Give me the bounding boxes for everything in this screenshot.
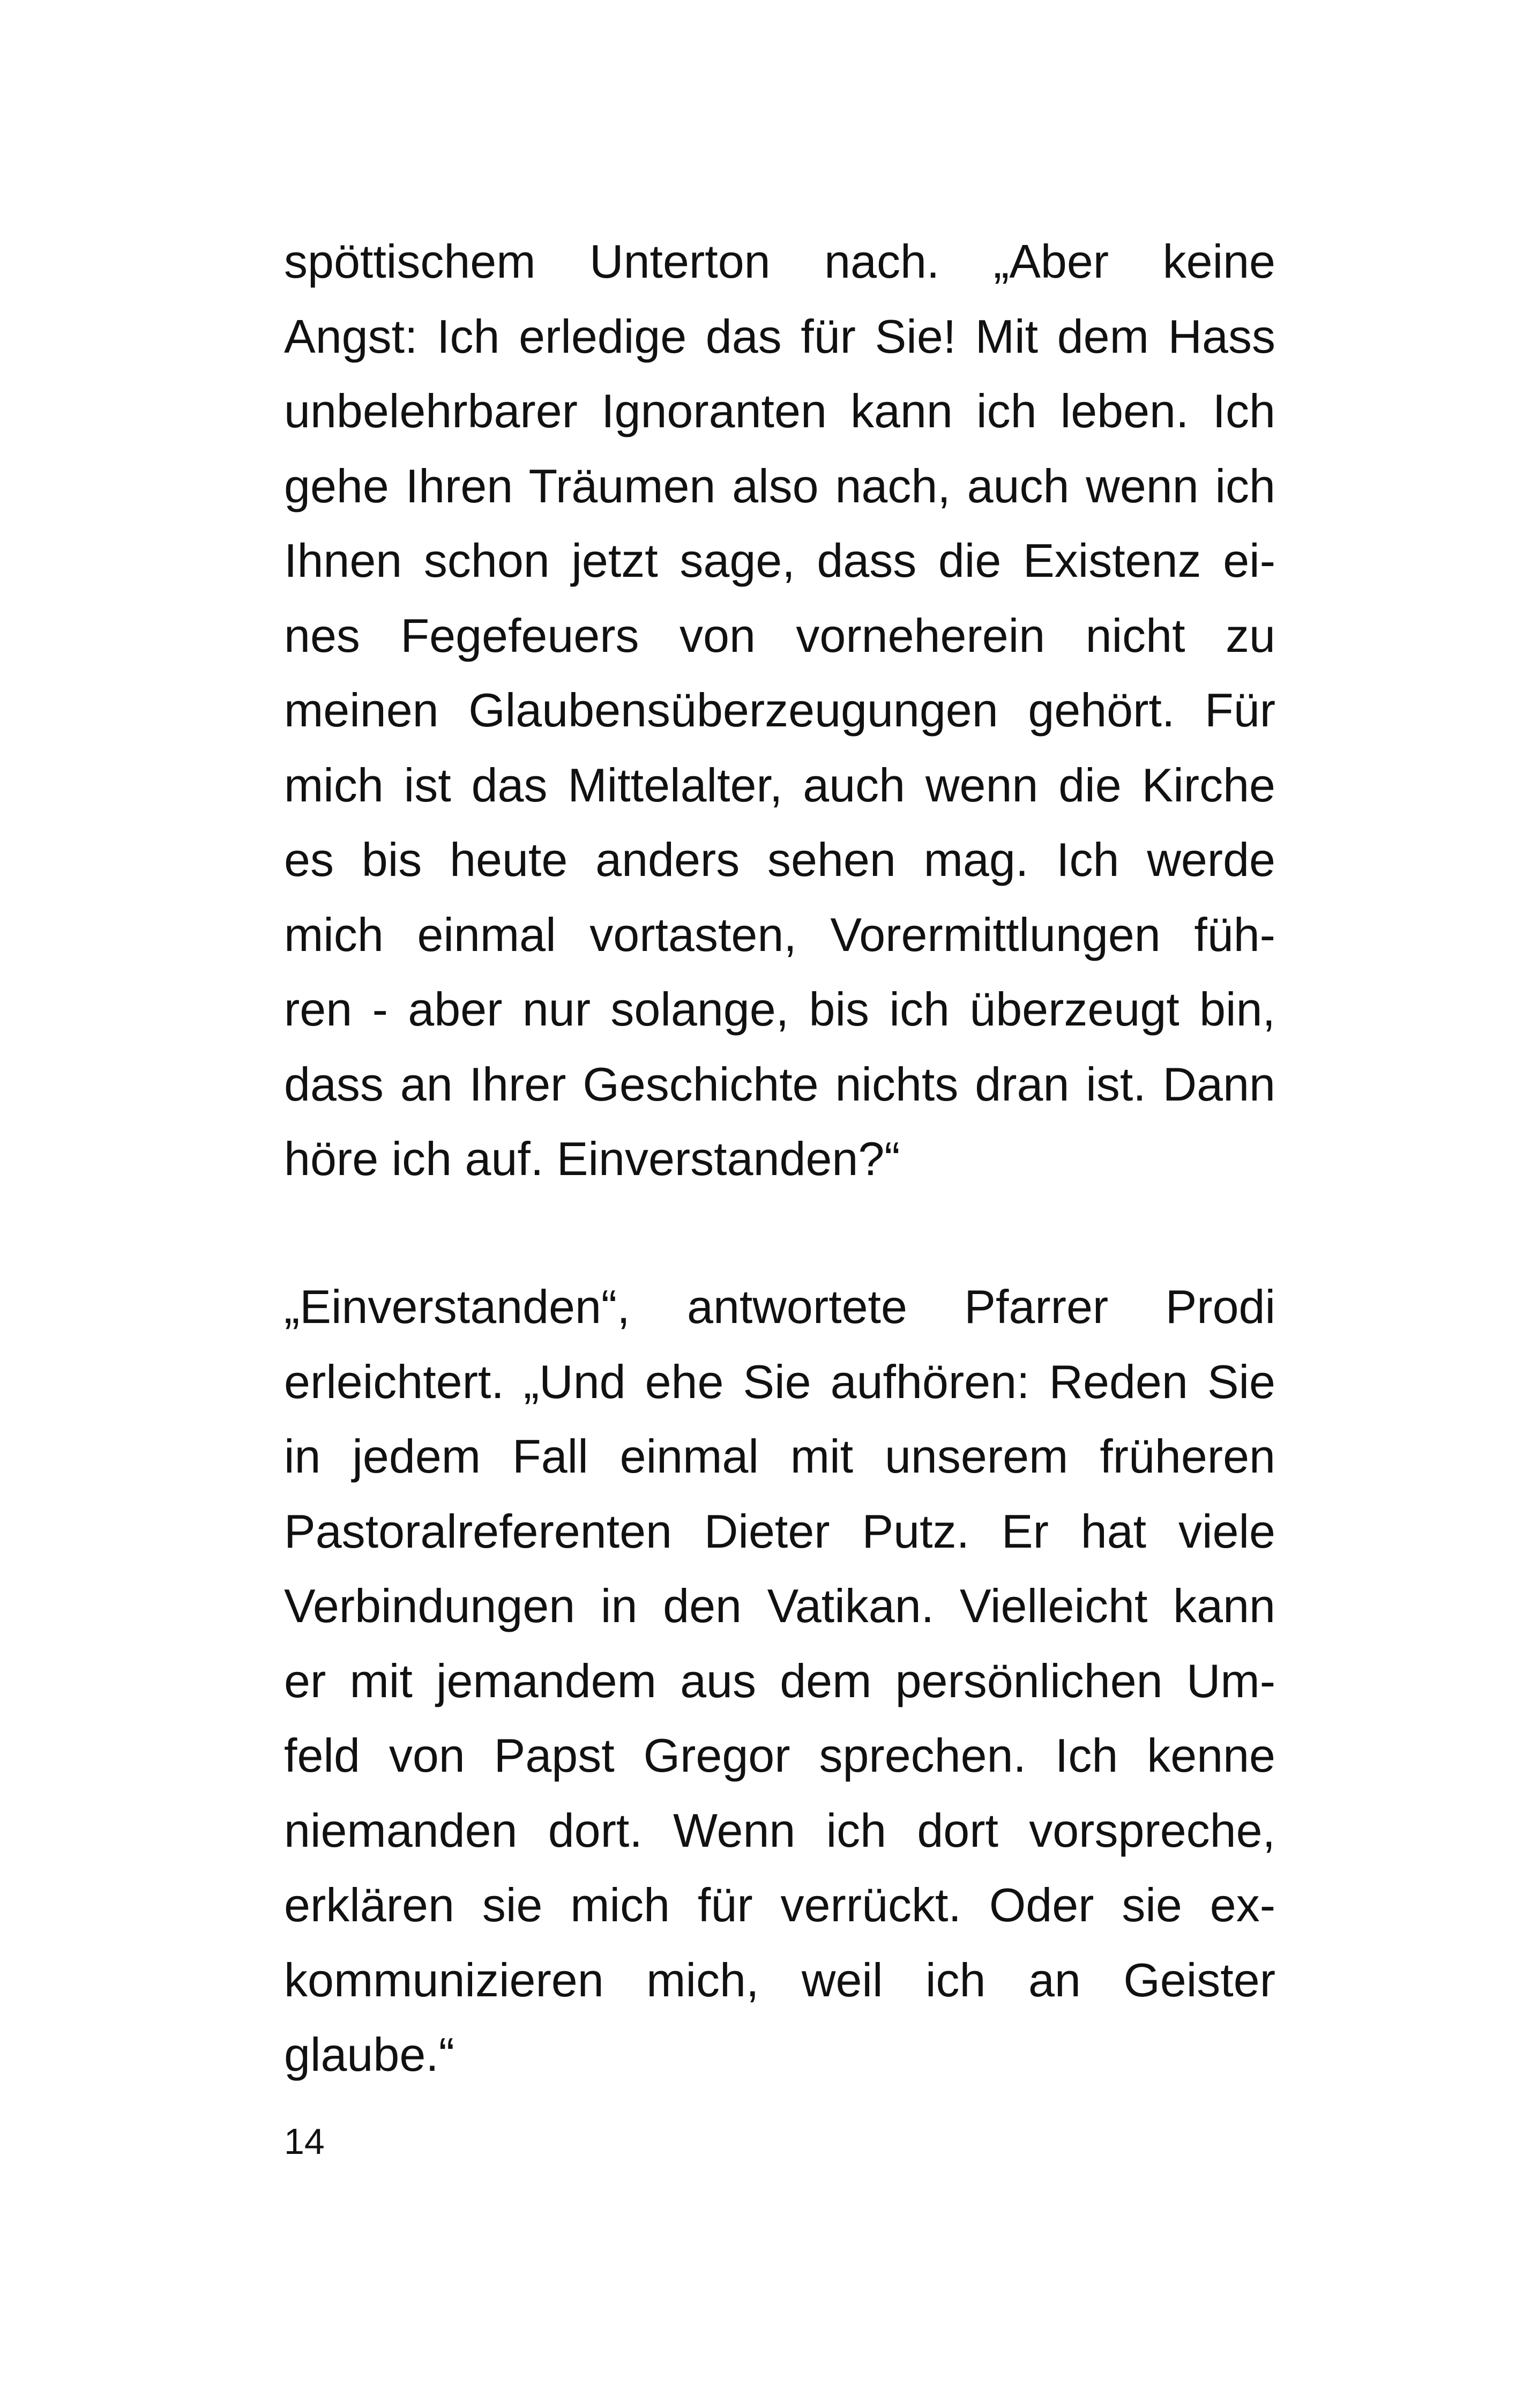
- text-line: „Einverstanden“, antwortete Pfarrer Prodi: [284, 1280, 1275, 1333]
- text-line: gehe Ihren Träumen also nach, auch wenn ich: [284, 459, 1275, 512]
- text-line: niemanden dort. Wenn ich dort vorspreche,: [284, 1803, 1275, 1857]
- text-line: er mit jemandem aus dem persönlichen Um-: [284, 1654, 1275, 1707]
- page-number: 14: [284, 2121, 325, 2162]
- text-line: dass an Ihrer Geschichte nichts dran ist. Dann: [284, 1057, 1275, 1111]
- text-line: spöttischem Unterton nach. „Aber keine: [284, 235, 1275, 288]
- text-line: in jedem Fall einmal mit unserem früheren: [284, 1430, 1275, 1483]
- text-line: meinen Glaubensüberzeugungen gehört. Für: [284, 683, 1275, 737]
- text-line: Pastoralreferenten Dieter Putz. Er hat viele: [284, 1504, 1275, 1558]
- text-line: es bis heute anders sehen mag. Ich werde: [284, 833, 1275, 886]
- paragraph-1: [284, 224, 1275, 1196]
- text-line: mich ist das Mittelalter, auch wenn die Kirche: [284, 758, 1275, 812]
- paragraph-2: [284, 1269, 1275, 2092]
- text-line: feld von Papst Gregor sprechen. Ich kenne: [284, 1729, 1275, 1782]
- text-line: nes Fegefeuers von vorneherein nicht zu: [284, 608, 1275, 662]
- text-line: erleichtert. „Und ehe Sie aufhören: Reden Sie: [284, 1355, 1275, 1408]
- text-line: Angst: Ich erledige das für Sie! Mit dem Hass: [284, 309, 1275, 363]
- text-line: unbelehrbarer Ignoranten kann ich leben. Ich: [284, 384, 1275, 437]
- text-line: erklären sie mich für verrückt. Oder sie ex-: [284, 1878, 1275, 1931]
- text-line: mich einmal vortasten, Vorermittlungen füh-: [284, 908, 1275, 961]
- text-line: glaube.“: [284, 2028, 455, 2081]
- text-line: ren - aber nur solange, bis ich überzeugt bin,: [284, 983, 1275, 1036]
- text-line: Ihnen schon jetzt sage, dass die Existenz ei-: [284, 534, 1275, 587]
- text-line: kommunizieren mich, weil ich an Geister: [284, 1953, 1275, 2006]
- text-line: Verbindungen in den Vatikan. Vielleicht kann: [284, 1579, 1275, 1632]
- text-line: höre ich auf. Einverstanden?“: [284, 1132, 900, 1185]
